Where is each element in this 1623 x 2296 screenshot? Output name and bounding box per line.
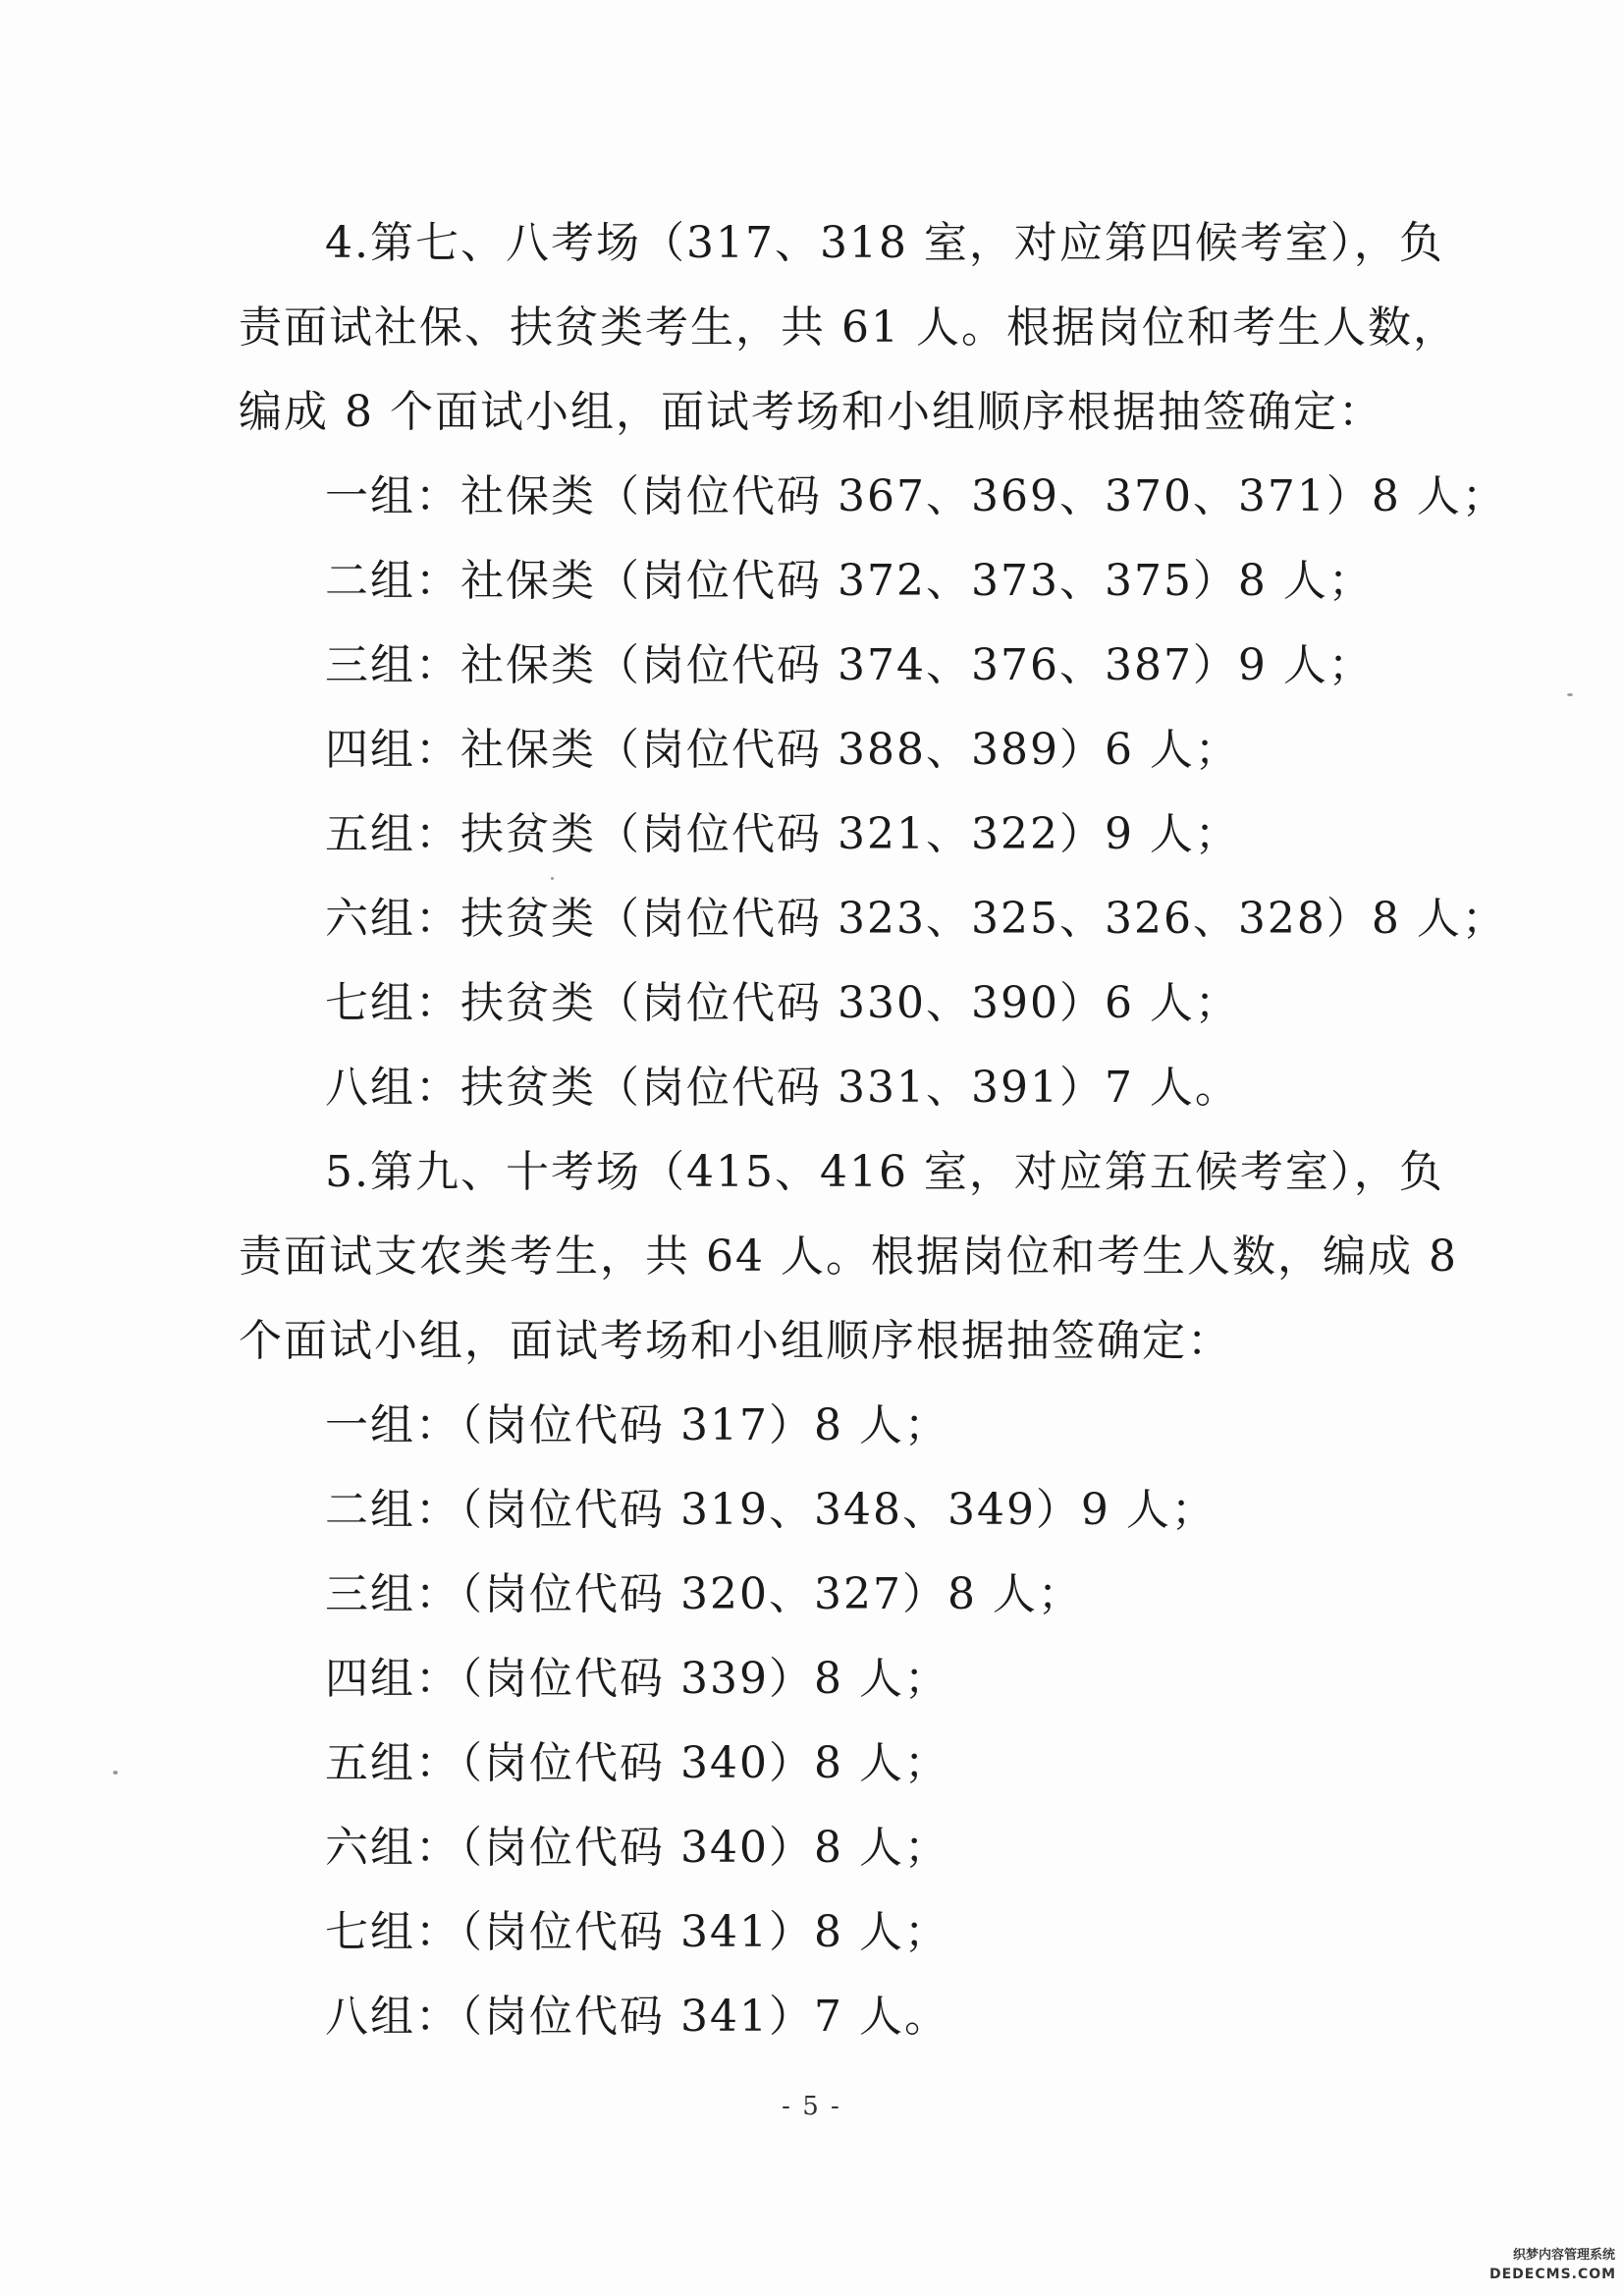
body-text	[239, 201, 1507, 2059]
section-4-line-1: 4.第七、八考场（317、318 室，对应第四候考室），负	[325, 218, 1444, 268]
section-5-group-8: 八组：（岗位代码 341）7 人。	[325, 1992, 949, 2042]
watermark-line-1: 织梦内容管理系统	[1512, 2248, 1615, 2263]
section-4-line-3: 编成 8 个面试小组，面试考场和小组顺序根据抽签确定：	[239, 387, 1383, 437]
section-4-group-6: 六组：扶贫类（岗位代码 323、325、326、328）8 人；	[325, 894, 1507, 944]
section-5-line-3: 个面试小组，面试考场和小组顺序根据抽签确定：	[239, 1316, 1232, 1366]
scan-speck	[113, 1771, 118, 1775]
section-4-group-1: 一组：社保类（岗位代码 367、369、370、371）8 人；	[325, 471, 1507, 521]
section-5-group-1: 一组：（岗位代码 317）8 人；	[325, 1400, 949, 1450]
section-4-group-7: 七组：扶贫类（岗位代码 330、390）6 人；	[325, 978, 1240, 1028]
section-5-group-3: 三组：（岗位代码 320、327）8 人；	[325, 1569, 1083, 1619]
section-5-line-1: 5.第九、十考场（415、416 室，对应第五候考室），负	[325, 1147, 1444, 1197]
section-5-group-4: 四组：（岗位代码 339）8 人；	[325, 1654, 949, 1704]
scan-speck	[1567, 693, 1573, 696]
scan-speck	[551, 877, 554, 880]
section-5-group-2: 二组：（岗位代码 319、348、349）9 人；	[325, 1485, 1217, 1535]
section-5-group-6: 六组：（岗位代码 340）8 人；	[325, 1823, 949, 1873]
section-5-group-5: 五组：（岗位代码 340）8 人；	[325, 1738, 949, 1788]
section-5-line-2: 责面试支农类考生，共 64 人。根据岗位和考生人数，编成 8	[239, 1231, 1458, 1282]
page-number: - 5 -	[782, 2092, 841, 2121]
watermark-line-2: DEDECMS.COM	[1489, 2267, 1617, 2282]
section-4-line-2: 责面试社保、扶贫类考生，共 61 人。根据岗位和考生人数，	[239, 302, 1458, 353]
section-4-group-3: 三组：社保类（岗位代码 374、376、387）9 人；	[325, 640, 1374, 690]
section-4-group-5: 五组：扶贫类（岗位代码 321、322）9 人；	[325, 809, 1240, 859]
section-5	[239, 1130, 1458, 2059]
section-4-group-2: 二组：社保类（岗位代码 372、373、375）8 人；	[325, 556, 1374, 606]
watermark-logo	[1489, 2247, 1615, 2290]
section-4	[239, 201, 1507, 1130]
section-5-group-7: 七组：（岗位代码 341）8 人；	[325, 1907, 949, 1957]
section-4-group-8: 八组：扶贫类（岗位代码 331、391）7 人。	[325, 1063, 1240, 1113]
section-4-group-4: 四组：社保类（岗位代码 388、389）6 人；	[325, 725, 1240, 775]
